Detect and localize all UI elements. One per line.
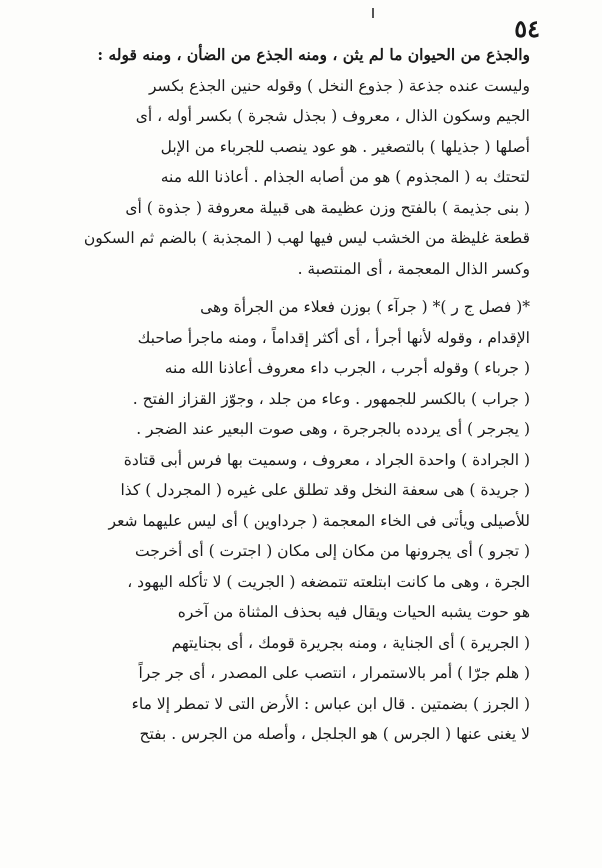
text-line: ( جريدة ) هى سعفة النخل وقد تطلق على غيره ( المجردل ) كذا [120,481,530,499]
text-line: الجيم وسكون الذال ، معروف ( بجذل شجرة ) بكسر أوله ، أى [135,107,530,125]
text-line: ( هلم جرّا ) أمر بالاستمرار ، انتصب على المصدر ، أى جر جراً [138,664,530,682]
text-line: الإقدام ، وقوله لأنها أجرأ ، أى أكثر إقداماً ، ومنه ماجرأ صاحبك [137,328,530,347]
text-line: أصلها ( جذيلها ) بالتصغير . هو عود ينصب للجرباء من الإبل [160,137,530,156]
text-line: لا يغنى عنها ( الجرس ) هو الجلجل ، وأصله من الجرس . بفتح [139,725,530,743]
text-line: ( بنى جذيمة ) بالفتح وزن عظيمة هى قبيلة معروفة ( جذوة ) أى [125,198,530,217]
text-line: ( الجرادة ) واحدة الجراد ، معروف ، وسميت بها فرس أبى قتادة [123,450,530,469]
section-heading-line: *( فصل ج ر )* ( جرآء ) بوزن فعلاء من الجرأة وهى [200,298,530,316]
text-line: الجرة ، وهى ما كانت ابتلعته تتمضغه ( الجريت ) لا تأكله اليهود ، [127,572,530,591]
text-line: وليست عنده جذعة ( جذوع النخل ) وقوله حنين الجذع بكسر [149,76,530,95]
text-line: لتحتك به ( المجذوم ) هو من أصابه الجذام . أعاذنا الله منه [160,168,530,186]
page-number: ٥٤ [514,14,540,43]
text-line: والجذع من الحيوان ما لم يثن ، ومنه الجذع من الضأن ، ومنه قوله : [97,45,530,64]
text-line: وكسر الذال المعجمة ، أى المنتصبة . [297,259,530,278]
text-line: ( الجرز ) بضمتين . قال ابن عباس : الأرض التى لا تمطر إلا ماء [131,694,530,713]
text-line: ( تجرو ) أى يجرونها من مكان إلى مكان ( اجترت ) أى أخرجت [135,542,530,560]
text-line: ( جرباء ) وقوله أجرب ، الجرب داء معروف أعاذنا الله منه [164,359,530,377]
text-line: ( جراب ) بالكسر للجمهور . وعاء من جلد ، وجوّز القزاز الفتح . [132,389,530,408]
text-line: قطعة غليظة من الخشب ليس فيها لهب ( المجذبة ) بالضم ثم السكون [83,229,530,247]
text-line: ( الجريرة ) أى الجناية ، ومنه بجريرة قومك ، أى بجنايتهم [171,633,530,652]
page-mark [372,8,374,18]
text-line: هو حوت يشبه الحيات ويقال فيه بحذف المثناة من آخره [177,603,530,621]
body-text [16,40,530,750]
text-line: للأصيلى ويأتى فى الخاء المعجمة ( جرداوين ) أى ليس عليهما شعر [108,511,530,530]
text-line: ( يجرجر ) أى يردده بالجرجرة ، وهى صوت البعير عند الضجر . [136,420,530,438]
